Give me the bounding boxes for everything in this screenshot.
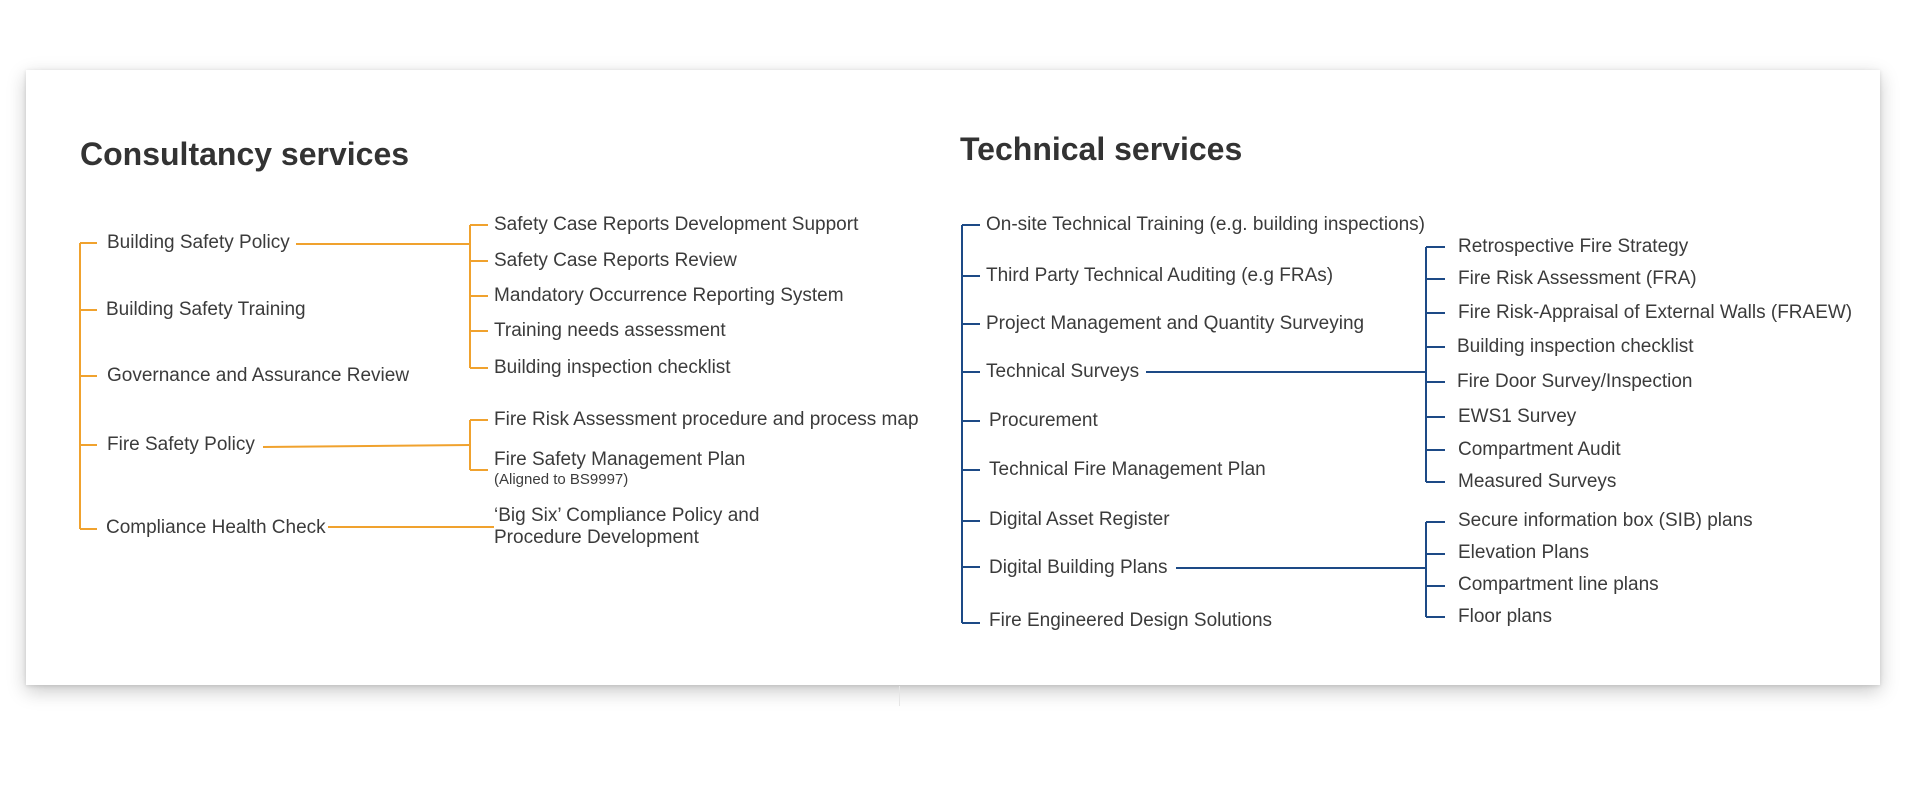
surveys-sub-item: Fire Risk Assessment (FRA) — [1458, 268, 1697, 289]
technical-item-technical-surveys: Technical Surveys — [986, 361, 1140, 382]
surveys-sub-item: Retrospective Fire Strategy — [1458, 236, 1689, 257]
plans-sub-item: Secure information box (SIB) plans — [1458, 510, 1753, 531]
technical-item: Technical Fire Management Plan — [989, 459, 1266, 480]
surveys-sub-item: Measured Surveys — [1458, 471, 1617, 492]
fire-sub-item — [494, 449, 745, 489]
policy-sub-item: Safety Case Reports Development Support — [494, 214, 859, 235]
technical-item: Project Management and Quantity Surveying — [986, 313, 1365, 334]
technical-title: Technical services — [960, 131, 1243, 167]
technical-item: Fire Engineered Design Solutions — [989, 610, 1273, 631]
consultancy-title: Consultancy services — [80, 136, 410, 172]
technical-item-digital-building-plans: Digital Building Plans — [989, 557, 1168, 578]
policy-sub-item: Training needs assessment — [494, 320, 726, 341]
fire-sub-item-note: (Aligned to BS9997) — [494, 471, 629, 488]
policy-sub-item: Building inspection checklist — [494, 357, 731, 378]
technical-item: Digital Asset Register — [989, 509, 1170, 530]
plans-sub-item: Elevation Plans — [1458, 542, 1589, 563]
plans-sub-item: Compartment line plans — [1458, 574, 1659, 595]
consultancy-item-compliance-health-check: Compliance Health Check — [106, 517, 326, 538]
compliance-sub-line-2: Procedure Development — [494, 527, 699, 548]
consultancy-item-building-safety-policy: Building Safety Policy — [107, 232, 290, 253]
technical-item: Procurement — [989, 410, 1098, 431]
plans-sub-item: Floor plans — [1458, 606, 1552, 627]
surveys-sub-item: EWS1 Survey — [1458, 406, 1577, 427]
compliance-sub-line-1: ‘Big Six’ Compliance Policy and — [494, 505, 760, 526]
surveys-sub-item: Building inspection checklist — [1457, 336, 1694, 357]
surveys-sub-item: Compartment Audit — [1458, 439, 1621, 460]
fire-sub-item: Fire Risk Assessment procedure and process map — [494, 409, 919, 430]
surveys-sub-item: Fire Door Survey/Inspection — [1457, 371, 1693, 392]
consultancy-item-fire-safety-policy: Fire Safety Policy — [107, 434, 255, 455]
consultancy-item-governance-review: Governance and Assurance Review — [107, 365, 410, 386]
technical-item: Third Party Technical Auditing (e.g FRAs) — [986, 265, 1334, 286]
technical-item: On-site Technical Training (e.g. building inspections) — [986, 214, 1425, 235]
policy-sub-item: Safety Case Reports Review — [494, 250, 737, 271]
policy-sub-item: Mandatory Occurrence Reporting System — [494, 285, 844, 306]
surveys-sub-item: Fire Risk-Appraisal of External Walls (FRAEW) — [1458, 302, 1853, 323]
fire-sub-item-label: Fire Safety Management Plan — [494, 449, 746, 470]
fire-connector — [263, 445, 470, 447]
compliance-sub-item — [494, 505, 759, 549]
consultancy-item-building-safety-training: Building Safety Training — [106, 299, 306, 320]
